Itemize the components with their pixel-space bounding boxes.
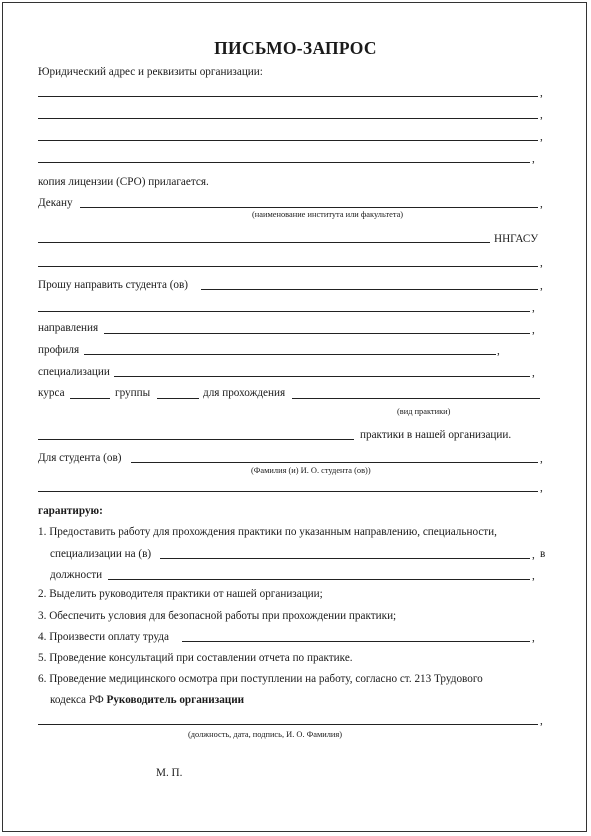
item-3: 3. Обеспечить условия для безопасной работы при прохождении практики; xyxy=(38,610,397,622)
comma-mark: , xyxy=(540,482,543,494)
practice-type-hint: (вид практики) xyxy=(397,407,451,416)
address-label: Юридический адрес и реквизиты организации: xyxy=(38,66,263,78)
comma-mark: , xyxy=(532,324,535,336)
item-1-suffix: в xyxy=(540,548,546,560)
institute-line-2[interactable] xyxy=(38,266,538,267)
course-label: курса xyxy=(38,387,65,399)
specialization-label: специализации xyxy=(38,366,110,378)
request-line[interactable] xyxy=(201,289,538,290)
comma-mark: , xyxy=(532,570,535,582)
comma-mark: , xyxy=(532,632,535,644)
university-name: ННГАСУ xyxy=(494,233,539,245)
group-line[interactable] xyxy=(157,398,199,399)
comma-mark: , xyxy=(540,131,543,143)
position-line[interactable] xyxy=(108,579,530,580)
comma-mark: , xyxy=(532,153,535,165)
item-1-specialization: специализации на (в) xyxy=(50,548,152,560)
comma-mark: , xyxy=(540,109,543,121)
profile-label: профиля xyxy=(38,344,80,356)
signature-line[interactable] xyxy=(38,724,538,725)
direction-line[interactable] xyxy=(104,333,530,334)
specialization-on-line[interactable] xyxy=(160,558,530,559)
comma-mark: , xyxy=(540,715,543,727)
practice-for-label: для прохождения xyxy=(203,387,286,399)
comma-mark: , xyxy=(540,280,543,292)
address-line-3[interactable] xyxy=(38,140,538,141)
item-6: 6. Проведение медицинского осмотра при поступлении на работу, согласно ст. 213 Трудового xyxy=(38,673,483,685)
item-1: 1. Предоставить работу для прохождения практики по указанным направлению, специальности, xyxy=(38,526,497,538)
students-line-2[interactable] xyxy=(38,491,538,492)
comma-mark: , xyxy=(497,345,500,357)
document-title: ПИСЬМО-ЗАПРОС xyxy=(214,38,377,58)
practice-in-org: практики в нашей организации. xyxy=(360,429,512,441)
comma-mark: , xyxy=(540,198,543,210)
address-line-4[interactable] xyxy=(38,162,530,163)
comma-mark: , xyxy=(532,367,535,379)
item-5: 5. Проведение консультаций при составлении отчета по практике. xyxy=(38,652,353,664)
comma-mark: , xyxy=(532,302,535,314)
dean-line[interactable] xyxy=(80,207,538,208)
item-6-code: кодекса РФ xyxy=(50,694,104,706)
dean-label: Декану xyxy=(38,197,73,209)
students-line[interactable] xyxy=(131,462,538,463)
course-line[interactable] xyxy=(70,398,110,399)
for-students-label: Для студента (ов) xyxy=(38,452,122,464)
stamp-place: М. П. xyxy=(156,767,183,779)
item-6-cont xyxy=(50,694,244,707)
institute-line[interactable] xyxy=(38,242,490,243)
group-label: группы xyxy=(115,387,151,399)
payment-line[interactable] xyxy=(182,641,530,642)
comma-mark: , xyxy=(540,87,543,99)
specialization-line[interactable] xyxy=(114,376,530,377)
dean-hint: (наименование института или факультета) xyxy=(252,210,404,219)
profile-line[interactable] xyxy=(84,354,496,355)
request-label: Прошу направить студента (ов) xyxy=(38,279,189,291)
comma-mark: , xyxy=(532,549,535,561)
comma-mark: , xyxy=(540,453,543,465)
item-4: 4. Произвести оплату труда xyxy=(38,631,169,643)
guarantee-label: гарантирую: xyxy=(38,505,103,517)
practice-type-line[interactable] xyxy=(292,398,540,399)
item-1-position: должности xyxy=(50,569,103,581)
practice-line[interactable] xyxy=(38,439,354,440)
address-line-1[interactable] xyxy=(38,96,538,97)
request-line-2[interactable] xyxy=(38,311,530,312)
comma-mark: , xyxy=(540,257,543,269)
direction-label: направления xyxy=(38,322,99,334)
address-line-2[interactable] xyxy=(38,118,538,119)
page-border xyxy=(2,2,587,832)
students-hint: (Фамилия (и) И. О. студента (ов)) xyxy=(251,466,371,475)
license-note: копия лицензии (СРО) прилагается. xyxy=(38,176,209,188)
item-2: 2. Выделить руководителя практики от нашей организации; xyxy=(38,588,323,600)
head-label: Руководитель организации xyxy=(106,694,245,706)
signature-hint: (должность, дата, подпись, И. О. Фамилия) xyxy=(188,730,343,739)
